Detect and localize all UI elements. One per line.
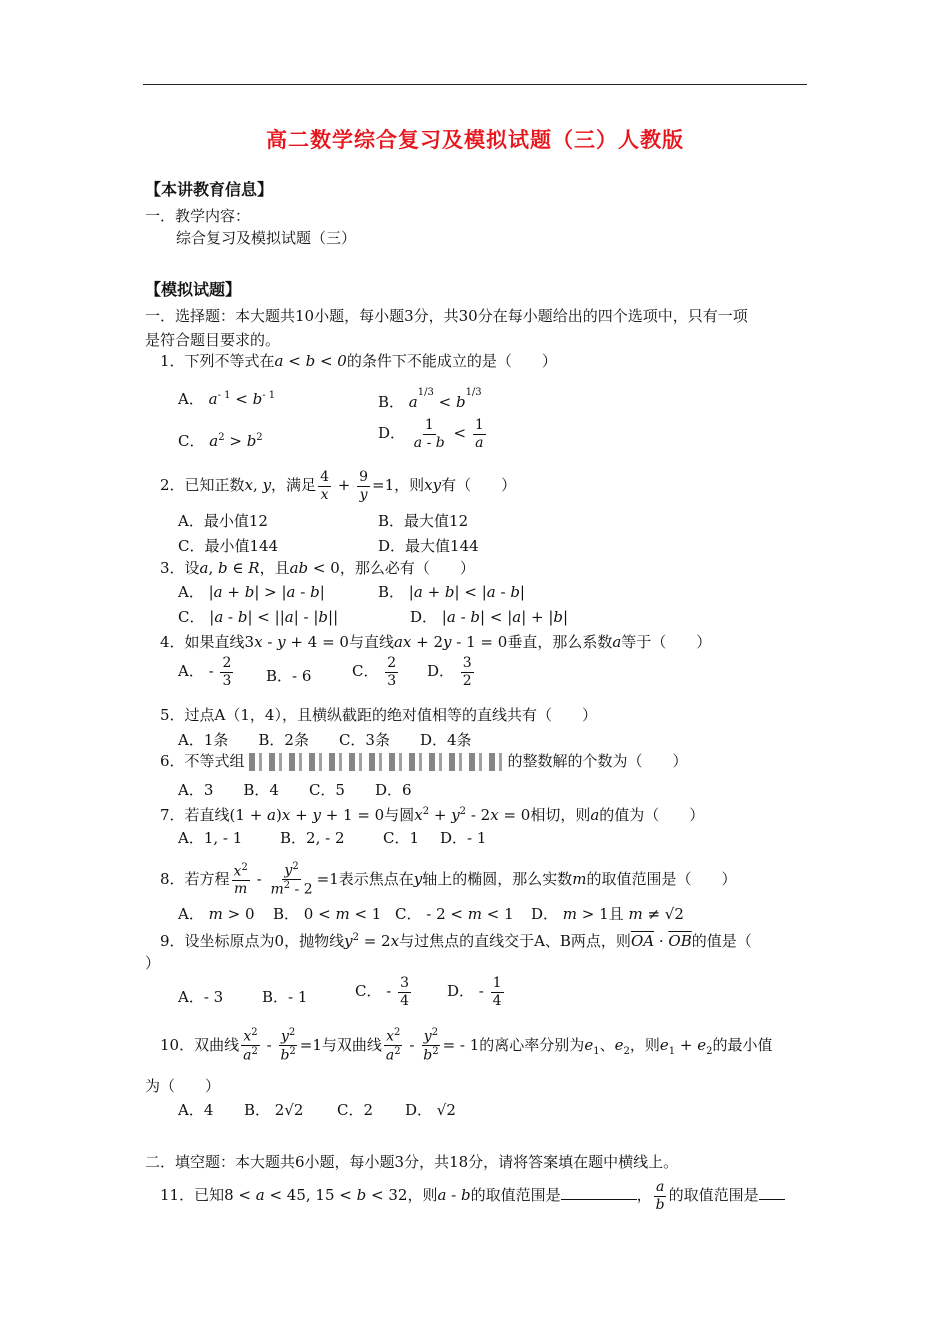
answer-blank-1[interactable] — [561, 1199, 637, 1200]
q8-option-d: D． m > 1且 m ≠ √2 — [531, 905, 684, 923]
question-9: 9．设坐标原点为0，抛物线$y^2 = 2x$与过焦点的直线交于A、B两点，则$\overline{OA} \cdot \overline{OB}$的值是（ — [160, 932, 752, 950]
question-9-end: ） — [145, 954, 161, 972]
q3-option-c: C． |a - b| < ||a| - |b|| — [178, 608, 339, 626]
q3-option-b: B． |a + b| < |a - b| — [378, 583, 525, 601]
q2-option-b: B．最大值12 — [378, 512, 469, 530]
question-10-end: 为（ ） — [145, 1077, 221, 1095]
section-info-heading: 【本讲教育信息】 — [145, 180, 274, 199]
q7-option-d: D．- 1 — [440, 829, 487, 847]
q9-option-c: C． - $\frac{3}{4}$ — [355, 975, 410, 1009]
q4-option-a: A． - $\frac{2}{3}$ — [178, 655, 232, 689]
answer-blank-2[interactable] — [759, 1199, 785, 1200]
q10-option-a: A．4 — [178, 1101, 214, 1119]
content-text: 综合复习及模拟试题（三） — [176, 229, 357, 247]
q5-options: A．1条 B．2条 C．3条 D．4条 — [178, 731, 472, 749]
question-7: 7．若直线(1 + a)x + y + 1 = 0与圆$x^2 + y^2 - 2x = 0$相切，则a的值为（ ） — [160, 806, 705, 824]
part1-instruction-2: 是符合题目要求的。 — [145, 331, 281, 349]
question-6: 6．不等式组 的整数解的个数为（ ） — [160, 752, 688, 770]
q7-option-b: B．2, - 2 — [280, 829, 345, 847]
q1-option-b: B． $a^{1/3} < b^{1/3}$ — [378, 387, 482, 411]
question-10: 10．双曲线 $\frac{x^2}{a^2}$ - $\frac{y^2}{b^2}$ =1与双曲线 $\frac{x^2}{a^2}$ - $\frac{y^2}{b^2}$ = - 1的离心率分别为$e_1$、$e_2$，则$e_1 + e_2$的最小值 — [160, 1027, 773, 1064]
q1-option-a: A． $a^{- 1} < b^{- 1}$ — [178, 390, 276, 408]
q7-option-a: A．1, - 1 — [178, 829, 243, 847]
q8-option-b: B． 0 < m < 1 — [273, 905, 382, 923]
question-1: 1．下列不等式在a < b < 0的条件下不能成立的是（ ） — [160, 352, 557, 370]
q8-option-c: C． - 2 < m < 1 — [395, 905, 514, 923]
content-label: 一．教学内容： — [145, 207, 251, 225]
question-4: 4．如果直线3x - y + 4 = 0与直线ax + 2y - 1 = 0垂直，那么系数a等于（ ） — [160, 633, 712, 651]
q10-option-c: C．2 — [337, 1101, 374, 1119]
q2-option-d: D．最大值144 — [378, 537, 479, 555]
q4-option-c: C． $\frac{2}{3}$ — [352, 655, 397, 689]
question-11: 11．已知8 < a < 45, 15 < b < 32，则a - b的取值范围是 ， $\frac{a}{b}$ 的取值范围是 — [160, 1180, 785, 1212]
q4-option-b: B．- 6 — [266, 667, 312, 685]
question-2: 2．已知正数x, y，满足 $\frac{4}{x}$ + $\frac{9}{y}$ =1，则xy有（ ） — [160, 469, 517, 503]
q1-option-d: D． $\frac{1}{a - b}$ < $\frac{1}{a}$ — [378, 417, 484, 451]
section-test-heading: 【模拟试题】 — [145, 280, 242, 299]
q9-option-a: A．- 3 — [178, 988, 224, 1006]
part2-instruction: 二．填空题：本大题共6小题，每小题3分，共18分，请将答案填在题中横线上。 — [145, 1153, 679, 1171]
q6-options: A．3 B．4 C．5 D．6 — [178, 781, 412, 799]
q1-option-c: C． $a^2 > b^2$ — [178, 432, 263, 450]
page-title: 高二数学综合复习及模拟试题（三）人教版 — [266, 127, 684, 152]
q2-option-a: A．最小值12 — [178, 512, 268, 530]
q2-option-c: C．最小值144 — [178, 537, 279, 555]
q9-option-d: D． - $\frac{1}{4}$ — [447, 975, 502, 1009]
q3-option-d: D． |a - b| < |a| + |b| — [410, 608, 569, 626]
part1-instruction-1: 一．选择题：本大题共10小题，每小题3分，共30分在每小题给出的四个选项中，只有一项 — [145, 307, 748, 325]
garbled-inequality-image — [249, 753, 504, 771]
q7-option-c: C．1 — [383, 829, 420, 847]
q10-option-d: D． √2 — [405, 1101, 456, 1119]
q4-option-d: D． $\frac{3}{2}$ — [427, 655, 472, 689]
question-8: 8．若方程 $\frac{x^2}{m}$ - $\frac{y^2}{m^2 - 2}$ =1表示焦点在y轴上的椭圆，那么实数m的取值范围是（ ） — [160, 861, 737, 898]
q9-option-b: B．- 1 — [262, 988, 308, 1006]
header-rule — [143, 84, 807, 85]
question-3: 3．设a, b ∈ R，且ab < 0，那么必有（ ） — [160, 559, 475, 577]
q10-option-b: B． 2√2 — [244, 1101, 304, 1119]
question-5: 5．过点A（1，4），且横纵截距的绝对值相等的直线共有（ ） — [160, 706, 597, 724]
q8-option-a: A． m > 0 — [178, 905, 255, 923]
q3-option-a: A． |a + b| > |a - b| — [178, 583, 325, 601]
